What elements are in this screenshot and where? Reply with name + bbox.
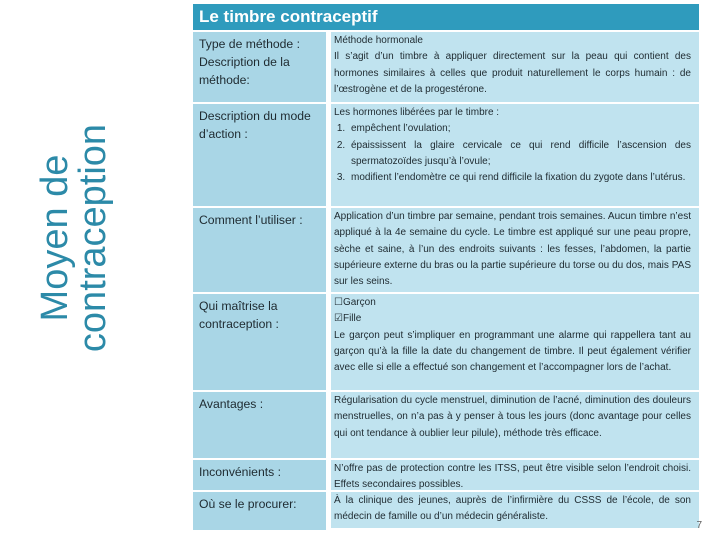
row-control-label: Qui maîtrise la contraception : — [193, 294, 326, 392]
sidebar-title-line2: contraception — [72, 123, 114, 353]
empty-checkbox-icon: ☐ — [334, 297, 343, 308]
row-action-intro: Les hormones libérées par le timbre : — [334, 107, 500, 118]
row-use-label: Comment l’utiliser : — [193, 208, 326, 294]
option-boy-label: Garçon — [342, 297, 376, 308]
list-item: 1. empêchent l’ovulation; — [348, 121, 691, 137]
row-where-value: À la clinique des jeunes, auprès de l’infirmière du CSSS de l’école, de son médecin de famille ou d’un médecin généraliste. — [334, 495, 691, 523]
page-title: Le timbre contraceptif — [193, 4, 699, 30]
row-use-value: Application d’un timbre par semaine, pendant trois semaines. Aucun timbre n’est appliqué à la 4e semaine du cycle. Le timbre est appliqué sur une peau propre, sèche et saine, à l’un des endroits suivants : les fesses, l’abdomen, la partie supérieure externe du bras ou la partie supérieure du torse ou du dos, mais PAS sur les seins. — [334, 211, 691, 288]
option-girl — [334, 311, 691, 327]
option-girl-label: Fille — [342, 313, 362, 325]
row-control-description: Le garçon peut s’impliquer en programmant une alarme qui rappellera tant au garçon qu’à la fille la date du changement de timbre. Il peut également vérifier avec elle si elle a effectué son changement et l’accompagner lors de l’achat. — [334, 329, 691, 374]
page-number: 7 — [696, 520, 702, 531]
row-action — [193, 102, 699, 208]
sidebar-title-line1: Moyen de — [34, 154, 76, 322]
option-boy — [334, 295, 691, 311]
row-action-list — [334, 121, 691, 186]
row-where — [193, 490, 699, 530]
row-disadvantages — [193, 458, 699, 492]
row-advantages — [193, 390, 699, 460]
checked-checkbox-icon: ☑ — [334, 313, 343, 325]
row-disadvantages-value: N’offre pas de protection contre les ITSS, peut être visible selon l’endroit choisi. Effets secondaires possibles. — [334, 463, 691, 491]
row-where-label: Où se le procurer: — [193, 492, 326, 530]
row-type-value-description: Il s’agit d’un timbre à appliquer directement sur la peau qui contient des hormones similaires à celles que produit naturellement le corps humain : de l’œstrogène et de la progestérone. — [334, 51, 691, 95]
list-item: 3. modifient l’endomètre ce qui rend difficile la fixation du zygote dans l’utérus. — [348, 170, 691, 186]
sidebar-panel — [0, 0, 184, 540]
row-advantages-label: Avantages : — [193, 392, 326, 460]
row-action-value — [331, 104, 695, 186]
row-advantages-value: Régularisation du cycle menstruel, diminution de l’acné, diminution des douleurs menstruelles, on n’a pas à y penser à tous les jours (donc avantage pour celles qui ont tendance à oublier leur pilule), méthode très efficace. — [334, 395, 691, 439]
row-control-value — [331, 294, 695, 376]
row-type — [193, 32, 699, 102]
row-type-value-kind: Méthode hormonale — [334, 35, 423, 46]
row-type-value — [331, 32, 695, 98]
row-disadvantages-label: Inconvénients : — [193, 460, 326, 492]
row-action-label: Description du mode d’action : — [193, 104, 326, 208]
row-control — [193, 292, 699, 392]
row-use — [193, 206, 699, 294]
row-type-label: Type de méthode : Description de la méthode: — [193, 32, 326, 102]
list-item: 2. épaississent la glaire cervicale ce qui rend difficile l’ascension des spermatozoïdes jusqu’à l’ovule; — [348, 138, 691, 171]
info-table — [193, 32, 699, 528]
sidebar-title — [36, 124, 112, 352]
